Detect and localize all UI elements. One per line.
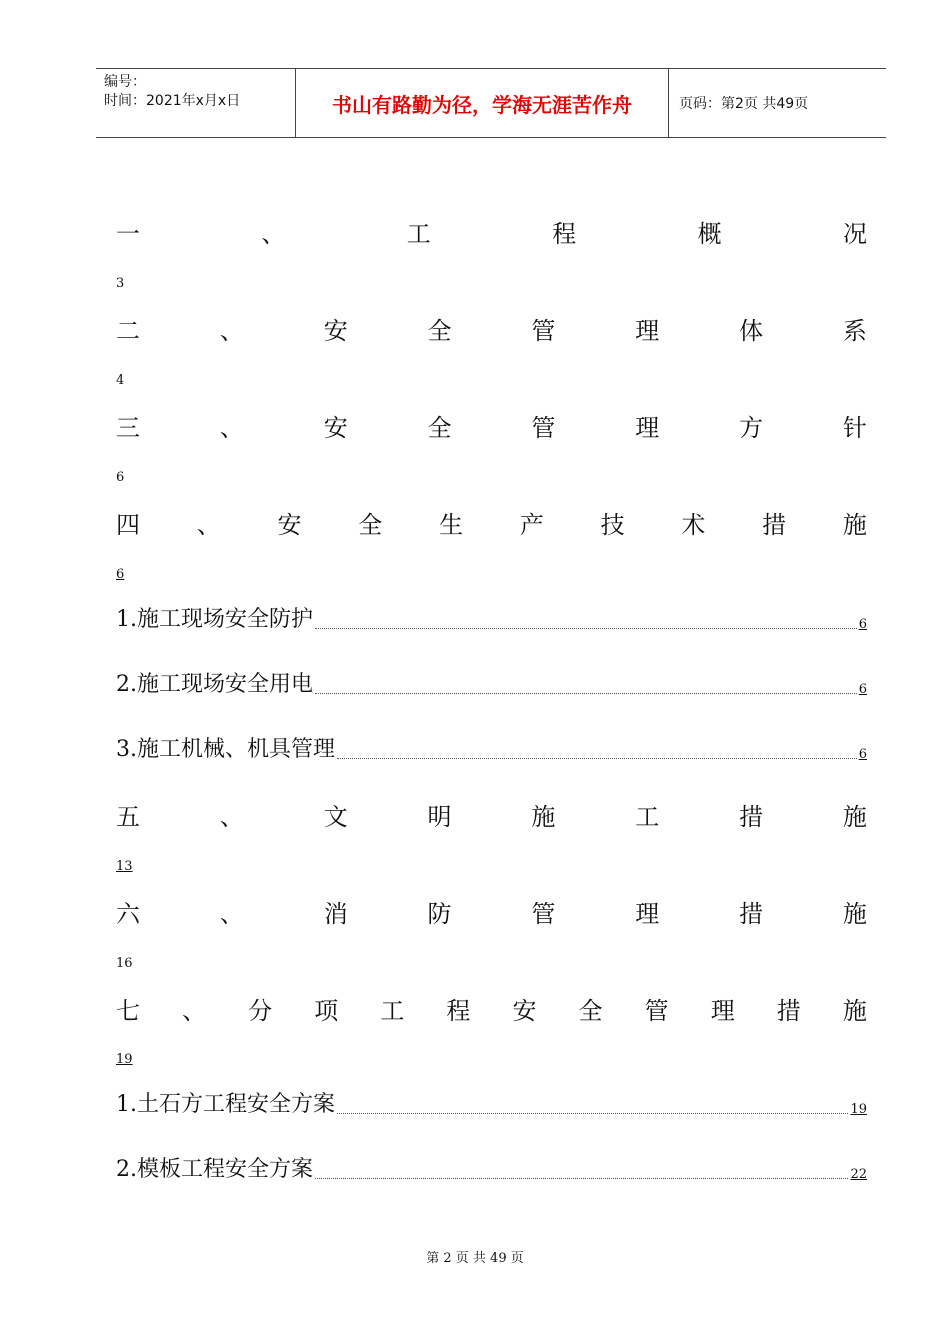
toc-page-number: 6 <box>858 682 867 697</box>
toc-heading-char: 术 <box>681 511 706 539</box>
toc-heading-char: 一 <box>116 220 140 248</box>
toc-heading[interactable] <box>116 510 867 540</box>
toc-heading-char: 管 <box>531 414 556 442</box>
page-footer: 第 2 页 共 49 页 <box>426 1251 524 1266</box>
toc-heading-char: 全 <box>358 511 383 539</box>
toc-subentry-title: 1.施工现场安全防护 <box>116 607 313 632</box>
toc-subentry-title: 2.模板工程安全方案 <box>116 1157 313 1182</box>
toc-heading-char: 安 <box>323 414 348 442</box>
toc-subentry[interactable] <box>116 670 867 700</box>
toc-heading-char: 生 <box>439 511 464 539</box>
toc-page-number: 3 <box>116 276 125 291</box>
toc-heading-char: 、 <box>219 803 244 831</box>
toc-heading-char: 全 <box>578 997 603 1025</box>
toc-subentry[interactable] <box>116 1090 867 1120</box>
toc-leader-dots <box>315 692 857 694</box>
toc-heading-char: 产 <box>519 511 544 539</box>
toc-heading-char: 措 <box>739 803 764 831</box>
toc-heading-char: 程 <box>446 997 471 1025</box>
toc-heading-char: 、 <box>261 220 286 248</box>
toc-heading[interactable] <box>116 316 867 346</box>
toc-heading-char: 、 <box>182 997 207 1025</box>
toc-heading-char: 三 <box>116 414 140 442</box>
toc-subentry-title: 2.施工现场安全用电 <box>116 672 313 697</box>
toc-heading-char: 七 <box>116 997 140 1025</box>
toc-page-number: 6 <box>116 470 125 485</box>
header-info <box>96 69 296 137</box>
toc-heading[interactable] <box>116 996 867 1026</box>
toc-heading-char: 施 <box>842 997 867 1025</box>
toc-subentry-title: 1.土石方工程安全方案 <box>116 1092 335 1117</box>
toc-page-number: 4 <box>116 373 125 388</box>
toc-heading-char: 理 <box>635 317 660 345</box>
toc-page-number: 16 <box>116 956 133 971</box>
toc-heading[interactable] <box>116 219 867 249</box>
toc-page-number: 6 <box>858 617 867 632</box>
toc-heading-char: 项 <box>314 997 339 1025</box>
toc-heading-char: 程 <box>552 220 577 248</box>
toc-heading-char: 管 <box>531 900 556 928</box>
toc-subentry[interactable] <box>116 1155 867 1185</box>
toc-page-number: 6 <box>858 747 867 762</box>
toc-heading-char: 四 <box>116 511 140 539</box>
toc-heading-char: 施 <box>842 511 867 539</box>
toc-heading-char: 管 <box>644 997 669 1025</box>
toc-heading-char: 方 <box>739 414 764 442</box>
toc-heading-char: 工 <box>635 803 660 831</box>
toc-heading[interactable] <box>116 899 867 929</box>
toc-page-number: 19 <box>116 1052 133 1067</box>
toc-heading-char: 安 <box>277 511 302 539</box>
toc-heading-char: 、 <box>219 900 244 928</box>
toc-heading[interactable] <box>116 802 867 832</box>
time-label: 时间：2021年x月x日 <box>104 93 241 109</box>
number-label: 编号： <box>104 74 146 90</box>
toc-subentry[interactable] <box>116 735 867 765</box>
toc-heading-char: 理 <box>710 997 735 1025</box>
toc-subentry-title: 3.施工机械、机具管理 <box>116 737 335 762</box>
toc-heading-char: 、 <box>219 414 244 442</box>
header-motto: 书山有路勤为径，学海无涯苦作舟 <box>296 69 669 137</box>
toc-heading-char: 、 <box>219 317 244 345</box>
toc-heading-char: 体 <box>739 317 764 345</box>
toc-page-number: 6 <box>116 567 125 582</box>
toc-heading-char: 措 <box>739 900 764 928</box>
toc-heading-char: 分 <box>248 997 273 1025</box>
toc-heading-char: 施 <box>842 803 867 831</box>
toc-heading-char: 二 <box>116 317 140 345</box>
toc-page-number: 19 <box>850 1102 867 1117</box>
toc-heading-char: 针 <box>842 414 867 442</box>
toc-heading-char: 措 <box>776 997 801 1025</box>
toc-heading-char: 五 <box>116 803 140 831</box>
toc-heading[interactable] <box>116 413 867 443</box>
toc-heading-char: 全 <box>427 414 452 442</box>
toc-leader-dots <box>337 1112 848 1114</box>
toc-leader-dots <box>315 1177 848 1179</box>
toc-heading-char: 系 <box>842 317 867 345</box>
toc-heading-char: 概 <box>697 220 722 248</box>
toc-heading-char: 工 <box>380 997 405 1025</box>
toc-heading-char: 消 <box>323 900 348 928</box>
toc-heading-char: 措 <box>762 511 787 539</box>
toc-heading-char: 施 <box>842 900 867 928</box>
toc-heading-char: 文 <box>323 803 348 831</box>
toc-heading-char: 安 <box>323 317 348 345</box>
toc-heading-char: 管 <box>531 317 556 345</box>
toc-page-number: 13 <box>116 859 133 874</box>
toc-leader-dots <box>337 757 857 759</box>
toc-heading-char: 理 <box>635 414 660 442</box>
toc-heading-char: 防 <box>427 900 452 928</box>
header-page-info: 页码：第2页 共49页 <box>679 96 809 112</box>
toc-heading-char: 况 <box>842 220 867 248</box>
toc-heading-char: 全 <box>427 317 452 345</box>
toc-heading-char: 施 <box>531 803 556 831</box>
toc-heading-char: 明 <box>427 803 452 831</box>
toc-heading-char: 安 <box>512 997 537 1025</box>
toc-leader-dots <box>315 627 857 629</box>
toc-heading-char: 工 <box>406 220 431 248</box>
toc-heading-char: 、 <box>196 511 221 539</box>
page-header <box>96 68 886 138</box>
toc-heading-char: 技 <box>600 511 625 539</box>
toc-page-number: 22 <box>850 1167 867 1182</box>
toc-heading-char: 六 <box>116 900 140 928</box>
toc-heading-char: 理 <box>635 900 660 928</box>
toc-subentry[interactable] <box>116 605 867 635</box>
